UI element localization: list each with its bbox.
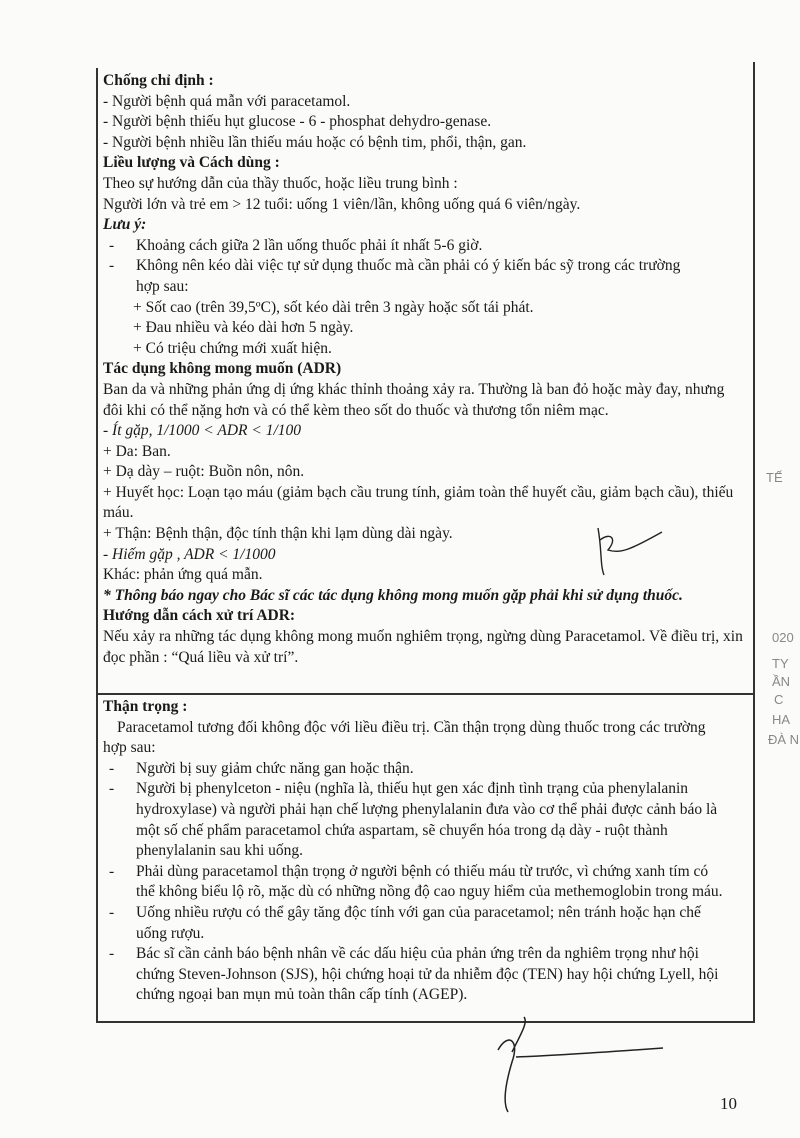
note-item	[103, 236, 746, 257]
adr-common-item: + Da: Ban.	[103, 442, 171, 460]
table-left-border	[96, 68, 98, 1023]
stamp-fragment	[758, 460, 800, 750]
contraindication-item: - Người bệnh thiếu hụt glucose - 6 - phosphat dehydro-genase.	[103, 113, 492, 131]
note-sub-item: + Có triệu chứng mới xuất hiện.	[133, 339, 332, 357]
precaution-text: Người bị suy giảm chức năng gan hoặc thận.	[136, 759, 414, 777]
signature-mark-middle	[590, 520, 670, 580]
adr-common-item: + Thận: Bệnh thận, độc tính thận khi lạm dùng dài ngày.	[103, 525, 453, 543]
adr-handling-heading: Hướng dẫn cách xử trí ADR:	[103, 607, 296, 625]
stamp-text: TY	[772, 656, 789, 671]
adr-common-frequency: - Ít gặp, 1/1000 < ADR < 1/100	[103, 422, 302, 440]
precaution-item	[103, 759, 746, 780]
precaution-item	[103, 862, 746, 903]
precautions-heading: Thận trọng :	[103, 698, 188, 715]
section-precautions	[103, 697, 746, 1006]
dash-bullet: -	[109, 903, 115, 921]
adr-rare-frequency: - Hiếm gặp , ADR < 1/1000	[103, 545, 276, 563]
note-sub-item: + Sốt cao (trên 39,5ºC), sốt kéo dài trên 3 ngày hoặc sốt tái phát.	[133, 298, 534, 316]
precaution-text: Bác sĩ cần cảnh báo bệnh nhân về các dấu hiệu của phản ứng trên da nghiêm trọng như hội chứng Steven-Johnson (SJS), hội chứng hoại tử da nhiễm độc (TEN) hay hội chứng Lyell, hội chứng ngoại ban mụn mủ toàn thân cấp tính (AGEP).	[136, 945, 719, 1004]
dash-bullet: -	[109, 236, 115, 254]
dosage-heading: Liều lượng và Cách dùng :	[103, 154, 280, 172]
stamp-text: 020	[772, 630, 794, 645]
stamp-text: TẾ	[766, 470, 783, 485]
dash-bullet: -	[109, 780, 115, 798]
stamp-text: ẦN	[772, 674, 791, 689]
signature-mark-bottom	[478, 1012, 678, 1122]
page-number: 10	[720, 1094, 737, 1113]
precaution-item	[103, 903, 746, 944]
dosage-line: Người lớn và trẻ em > 12 tuổi: uống 1 viên/lần, không uống quá 6 viên/ngày.	[103, 195, 581, 213]
table-right-border	[753, 62, 755, 1023]
note-text: Không nên kéo dài việc tự sử dụng thuốc mà cần phải có ý kiến bác sỹ trong các trường hợp sau:	[136, 257, 681, 295]
adr-handling-text: Nếu xảy ra những tác dụng không mong muốn nghiêm trọng, ngừng dùng Paracetamol. Về điều trị, xin đọc phần : “Quá liều và xử trí”.	[103, 628, 743, 666]
section-divider	[96, 693, 754, 695]
adr-common-item: + Huyết học: Loạn tạo máu (giảm bạch cầu trung tính, giảm toàn thể huyết cầu, giảm bạch cầu), thiếu máu.	[103, 483, 734, 522]
precaution-text: Người bị phenylceton - niệu (nghĩa là, thiếu hụt gen xác định tình trạng của phenylalanin hydroxylase) và người phải hạn chế lượng phenylalanin đưa vào cơ thể phải được cảnh báo là một số chế phẩm paracetamol chứa aspartam, sẽ chuyển hóa trong dạ dày - ruột thành phenylalanin sau khi uống.	[136, 780, 718, 860]
adr-heading: Tác dụng không mong muốn (ADR)	[103, 360, 342, 378]
stamp-text: C	[774, 692, 784, 707]
adr-common-item: + Dạ dày – ruột: Buồn nôn, nôn.	[103, 463, 305, 481]
precaution-item	[103, 779, 746, 861]
stamp-text: ĐÀ N	[768, 732, 800, 747]
dosage-line: Theo sự hướng dẫn của thầy thuốc, hoặc liều trung bình :	[103, 174, 458, 192]
adr-warning: * Thông báo ngay cho Bác sĩ các tác dụng không mong muốn gặp phải khi sử dụng thuốc.	[103, 586, 683, 604]
dash-bullet: -	[109, 862, 115, 880]
adr-intro: Ban da và những phản ứng dị ứng khác thỉnh thoảng xảy ra. Thường là ban đỏ hoặc mày đay, nhưng đôi khi có thể nặng hơn và có thể kèm theo sốt do thuốc và thương tổn niêm mạc.	[103, 380, 725, 419]
precaution-item	[103, 944, 746, 1006]
note-text: Khoảng cách giữa 2 lần uống thuốc phải ít nhất 5-6 giờ.	[136, 236, 483, 254]
adr-other: Khác: phản ứng quá mẫn.	[103, 566, 263, 584]
contraindications-heading: Chống chỉ định :	[103, 72, 214, 89]
dash-bullet: -	[109, 257, 115, 275]
stamp-text: HA	[772, 712, 791, 727]
dash-bullet: -	[109, 759, 115, 777]
note-item	[103, 256, 746, 297]
precautions-intro: Paracetamol tương đối không độc với liều điều trị. Cần thận trọng dùng thuốc trong các trường hợp sau:	[103, 718, 706, 757]
precaution-text: Uống nhiều rượu có thể gây tăng độc tính với gan của paracetamol; nên tránh hoặc hạn chế uống rượu.	[136, 903, 701, 942]
dash-bullet: -	[109, 945, 115, 963]
contraindication-item: - Người bệnh nhiều lần thiếu máu hoặc có bệnh tim, phổi, thận, gan.	[103, 133, 527, 151]
contraindication-item: - Người bệnh quá mẫn với paracetamol.	[103, 92, 351, 110]
note-heading: Lưu ý:	[103, 216, 147, 234]
note-sub-item: + Đau nhiều và kéo dài hơn 5 ngày.	[133, 319, 354, 337]
precaution-text: Phải dùng paracetamol thận trọng ở người bệnh có thiếu máu từ trước, vì chứng xanh tím có thể không biểu lộ rõ, mặc dù có những nồng độ cao nguy hiểm của methemoglobin trong máu.	[136, 862, 723, 901]
